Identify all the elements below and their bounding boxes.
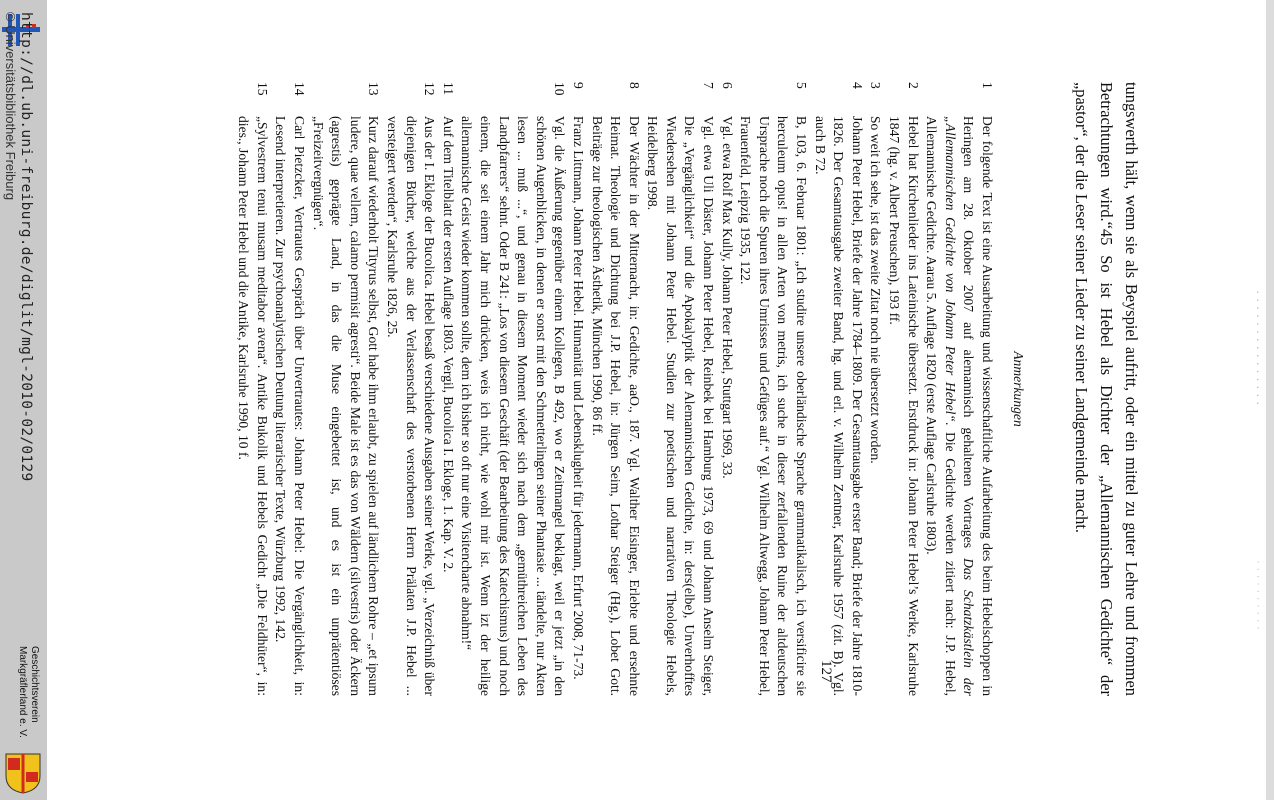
footnote-item xyxy=(922,82,996,696)
footnote-item xyxy=(382,82,438,696)
footnote-text: B, 103, 6. Februar 1801: „Ich studire unsere oberländische Sprache grammatikalisch, ich versificire sie herculeum opus! in allen Arten von metris, ich suche in dieser zerfallenden Ruine der altdeutschen Ursprache noch die Spuren ihres Umrisses und Gefüges auf.“ Vgl. Wilhelm Altwegg, Johann Peter Hebel, Frauenfeld, Leipzig 1935, 122. xyxy=(738,116,810,696)
footnote-item xyxy=(810,82,866,696)
page-number: 127 xyxy=(818,660,834,683)
footnote-text: Vgl. etwa Rolf Max Kully, Johann Peter Hebel, Stuttgart 1969, 33. xyxy=(719,116,735,479)
footer-society xyxy=(16,646,40,738)
footnote-text: Hebel hat Kirchenlieder ins Lateinische übersetzt. Erstdruck in: Johann Peter Hebel’s Werke, Karlsruhe 1847 (hg. v. Albert Preuschen), 193 ff. xyxy=(887,116,921,696)
footnote-number: 6 xyxy=(719,82,735,89)
footnote-text: Auf dem Titelblatt der ersten Auflage 1803. Vergil, Bucolica I. Ekloge, 1. Kap. V. 2. xyxy=(440,116,456,573)
footnote-text: Vgl. etwa Uli Däster, Johann Peter Hebel, Reinbek bei Hamburg 1973, 69 und Johann Anselm Steiger, Die „Vergänglichkeit“ und die Apokalyptik der Alemannischen Gedichte, in: ders(elbe), Unverhofftes Wiedersehen mit Johann Peter Hebel. Studien zur poetischen und narrativen Theologie Hebels, Heidelberg 1998. xyxy=(645,116,717,696)
footnote-item xyxy=(568,82,587,696)
footnote-text: Aus der I. Ekloge der Bucolica. Hebel besaß verschiedene Ausgaben seiner Werke, vgl. „Verzeichniß über diejenigen Bücher, welche aus der Verlassenschaft des verstorbenen Herrn Prälaten J.P. Hebel ... versteigert werden“, Karlsruhe 1826, 25. xyxy=(385,116,438,696)
footnote-number: 15 xyxy=(254,82,270,96)
footnote-number: 3 xyxy=(868,82,884,89)
footnote-item xyxy=(717,82,736,696)
footnote-item xyxy=(271,82,308,696)
footer-copyright: © Universitätsbibliothek Freiburg xyxy=(3,12,18,201)
footnote-text: Carl Pietzcker, Vertrautes Gespräch über Unvertrautes: Johann Peter Hebel: Die Vergänglichkeit, in: Lesend interpretieren. Zur psychoanalytischen Deutung literarischer Texte, Würzburg 1992, 142. xyxy=(273,116,308,696)
society-line-1: Geschichtsverein xyxy=(29,646,40,723)
footnote-item xyxy=(234,82,271,696)
footnote-item xyxy=(587,82,643,696)
footnote-number: 5 xyxy=(794,82,810,89)
footnote-item xyxy=(736,82,810,696)
footnote-text: Franz Littmann, Johann Peter Hebel. Humanität und Lebensklugheit für jedermann, Erfurt 2008, 71-73. xyxy=(570,116,586,680)
footnote-number: 7 xyxy=(701,82,717,89)
footnote-number: 14 xyxy=(292,82,308,96)
footnote-number: 2 xyxy=(905,82,921,89)
footnote-text: Der Wächter in der Mitternacht, in: Gedichte, aaO., 187. Vgl. Walther Eisinger, Erlebte und ersehnte Heimat. Theologie und Dichtung bei J.P. Hebel, in: Jürgen Seim, Lothar Steiger (Hg.), Lobet Gott. Beiträge zur theologischen Ästhetik, München 1990, 86 ff. xyxy=(589,116,642,696)
footnote-number: 4 xyxy=(849,82,865,89)
footnote-number: 10 xyxy=(552,82,568,96)
footnote-item xyxy=(438,82,457,696)
footnote-text: Vgl. die Äußerung gegenüber einem Kollegen, B 492, wo er Zeitmangel beklagt, weil er jetzt „in den schönen Augenblicken, in denen er sonst mit den Schmetterlingen seiner Phantasie ... tändelte, nur Akten lesen ... muß ...“, und genau in diesem Moment wieder sich nach dem „gemüthreichen Leben des Landpfarrers“ sehnt. Oder B 241: „Los von diesem Geschäft (der Bearbeitung des Katechismus) und noch einem, die seit einem Jahr mich drücken, weis ich nicht, wie wohl mir ist. Wenn izt der heilige allemannische Geist wieder kommen sollte, dem ich bisher so oft nur eine Visitencharte abnahm!“ xyxy=(459,116,568,696)
ghost-header-text: · · · · · · · · · · · · · · · xyxy=(1251,290,1266,406)
footnote-number: 13 xyxy=(366,82,382,96)
footnote-item xyxy=(643,82,717,696)
footnote-number: 8 xyxy=(626,82,642,89)
footnote-item xyxy=(884,82,921,696)
footnote-text: Der folgende Text ist eine Ausarbeitung und wissenschaftliche Aufarbeitung des beim Hebelschoppen in Heringen am 28. Oktober 2007 auf alemannisch gehaltenen Vortrages xyxy=(961,116,995,696)
notes-heading: Anmerkungen xyxy=(1011,351,1026,427)
footnote-title: Das Schatzkästlein der „Allemannischen Gedichte von Johann Peter Hebel“ xyxy=(942,116,977,696)
footnote-text: So weit ich sehe, ist das zweite Zitat noch nie übersetzt worden. xyxy=(868,116,884,464)
footnote-number: 9 xyxy=(570,82,586,89)
footnote-text: Kurz darauf wiederholt Tityrus selbst, Gott habe ihm erlaubt, zu spielen auf ländlichem Rohre – „et ipsum ludere, quae vellem, calamo permisit agresti“. Beide Male ist es das von Wäldern (silvestris) oder Äckern (agrestis) geprägte Land, in das die Muse eingebettet ist, und es ist ein unprätentiöses „Freizeitvergnügen“. xyxy=(310,116,382,696)
footnote-text: Johann Peter Hebel, Briefe der Jahre 1784–1809. Der Gesamtausgabe erster Band; Briefe der Jahre 1810-1826. Der Gesamtausgabe zweiter Band, hg. und erl. v. Wilhelm Zentner, Karlsruhe 1957 (zit. B). Vgl. auch B 72. xyxy=(812,116,865,696)
ghost-header-text-right: · · · · · · · · · · xyxy=(1252,560,1266,630)
footnote-item xyxy=(308,82,382,696)
footnote-number: 11 xyxy=(440,82,456,96)
footnote-text: „Sylvestrem tenui musam meditabor avena“. Antike Bukolik und Hebels Gedicht „Die Feldhüter“, in: dies., Johann Peter Hebel und die Antike, Karlsruhe 1990, 10 f. xyxy=(236,116,270,696)
footnotes-list xyxy=(234,82,996,696)
body-text: tungswerth hält, wenn sie als Beyspiel aufritt, oder ein mittel zu guter Lehre und frommen Betrachtungen wird.“45 So ist Hebel als Dichter der „Allemannischen Gedichte“ der „pastor“, der die Leser seiner Lieder zu seiner Landgemeinde macht. xyxy=(1072,82,1141,696)
footer-url[interactable]: http://dl.ub.uni-freiburg.de/diglit/mgl-2010-02/0129 xyxy=(18,12,34,482)
footnote-text-after: . Die Gedichte werden zitiert nach: J.P. Hebel, Allemannische Gedichte. Aarau 5. Auflage 1820 (erste Auflage Carlsruhe 1803). xyxy=(924,116,958,696)
footnote-item xyxy=(457,82,569,696)
footnote-number: 1 xyxy=(980,82,995,89)
footnote-number: 12 xyxy=(422,82,438,96)
footnote-item xyxy=(866,82,885,696)
society-line-2: Markgräflerland e. V. xyxy=(17,646,28,738)
